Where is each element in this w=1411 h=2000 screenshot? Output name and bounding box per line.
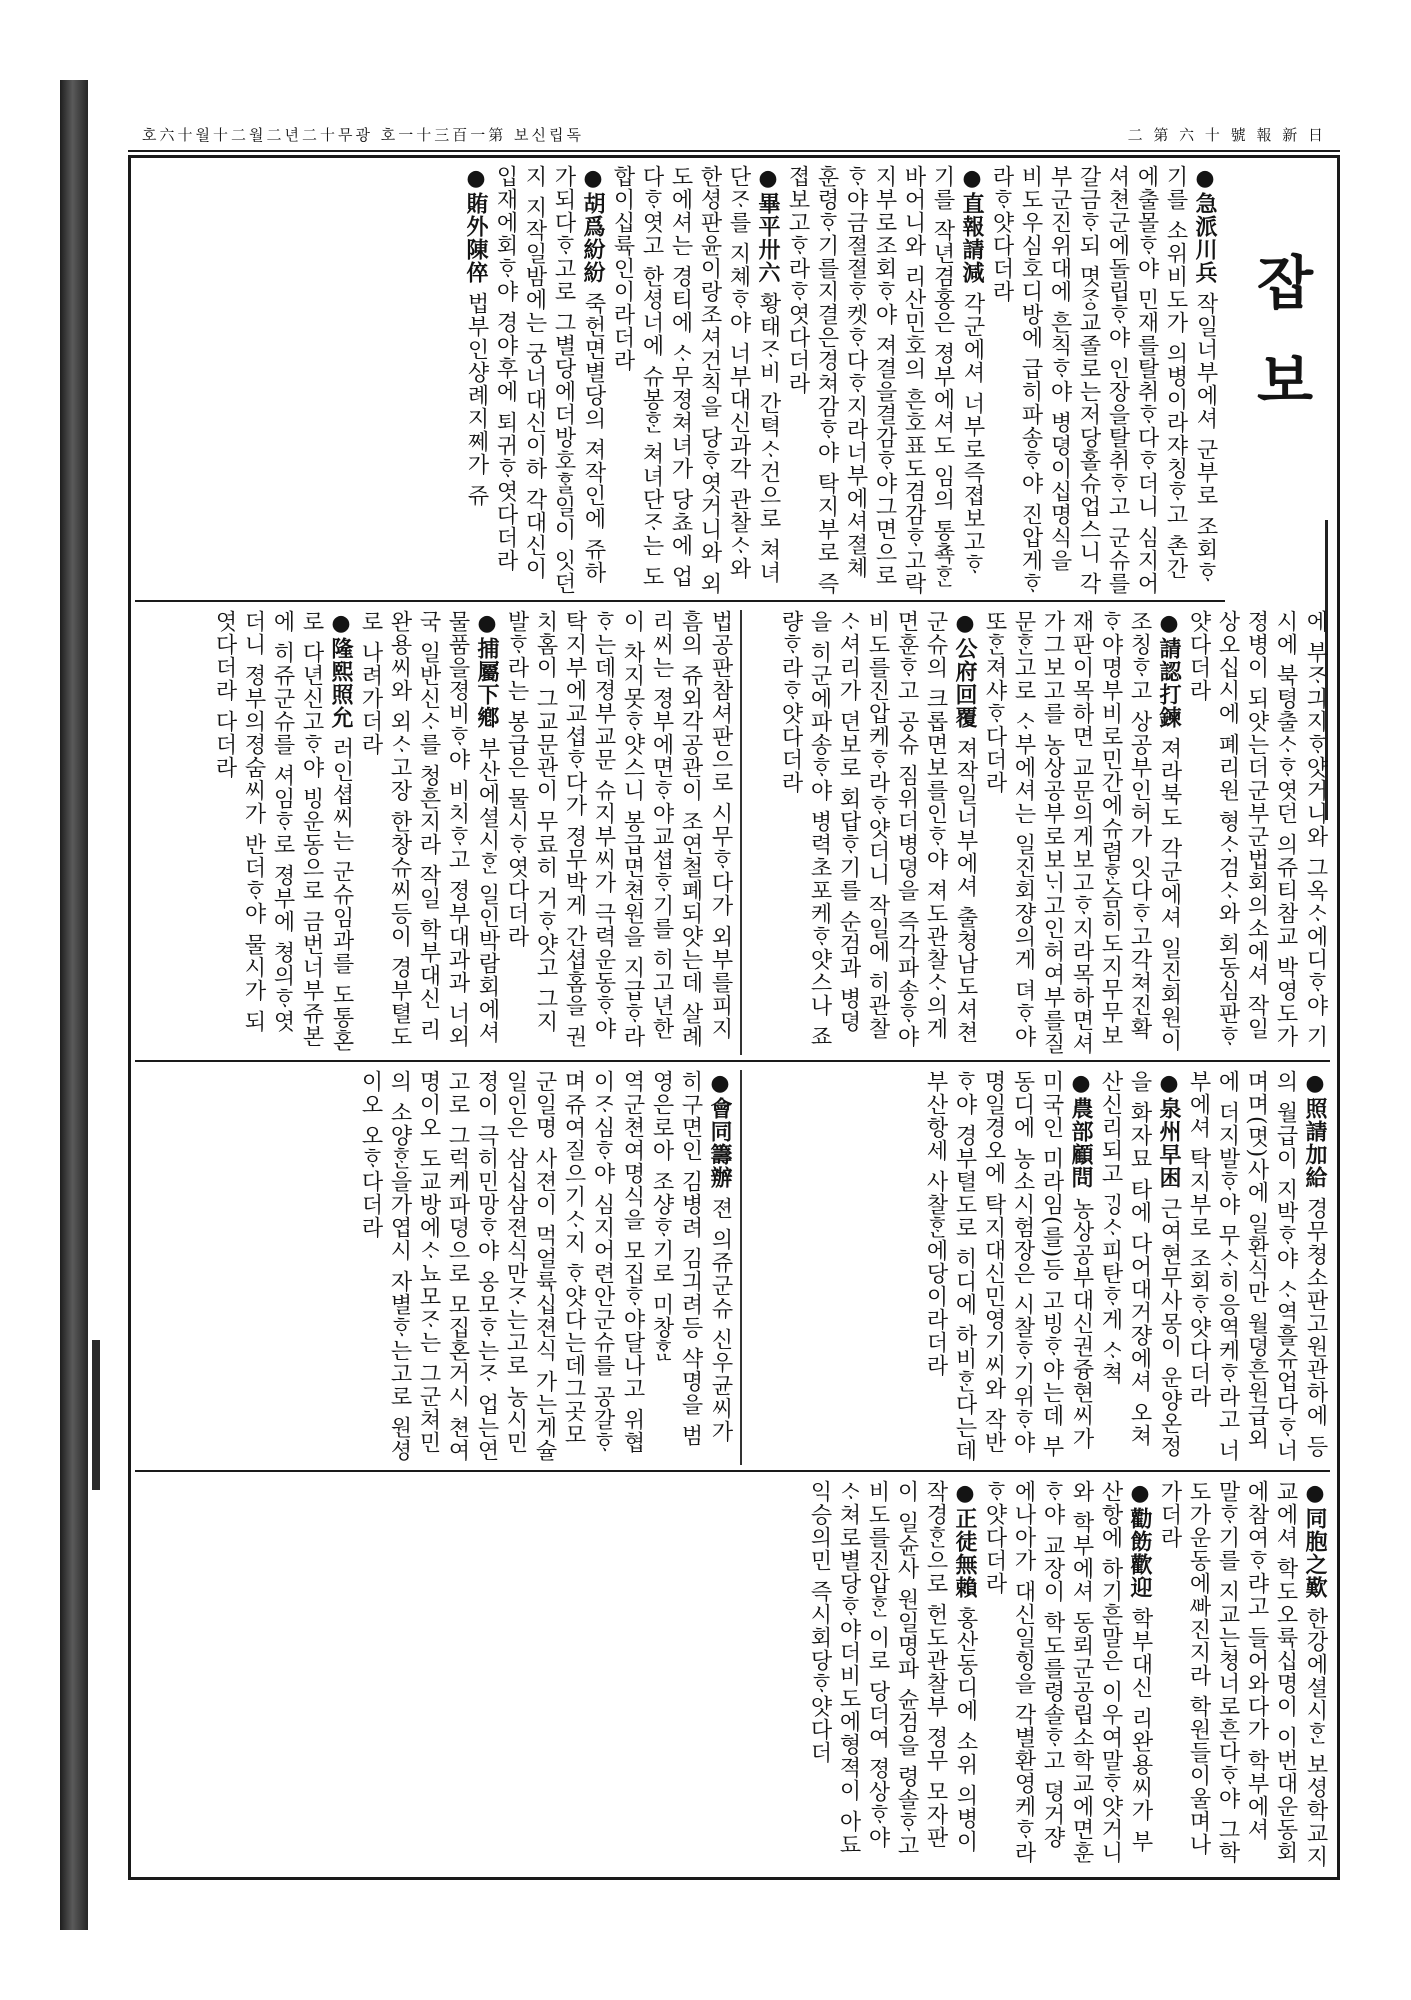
article xyxy=(776,610,980,1055)
article-heading: ●請認打鍊 xyxy=(1156,610,1182,729)
section-heading xyxy=(1230,170,1330,530)
article-body: 져작일너부에셔 출쳥남도셔쳔군슈의 크롭면보를인ᄒᆞ야 져도관찰ᄉᆞ의게면훈ᄒᆞ고 공슈 짐위더병뎡을 즉각파송ᄒᆞ야 비도를진압케ᄒᆞ라ᄒᆞ얏더니 작일에 히관찰ᄉᆞ셔리가 뎐보로 회답ᄒᆞ기를 순검과 병뎡을 히군에파송ᄒᆞ야 병력초포케ᄒᆞ얏스나 죠량ᄒᆞ라ᄒᆞ얏다더라 xyxy=(778,610,978,1048)
article xyxy=(980,1480,1155,1870)
article-heading: ●胡爲紛紛 xyxy=(580,165,606,284)
article-column-upper-middle xyxy=(745,610,1330,1055)
article-body: 부산에셜시ᄒᆞᆫ 일인박람회에셔 물품을졍비ᄒᆞ야 비치ᄒᆞ고 졍부대과과 너외국 일반신ᄉᆞ를 청흔지라 작일 학부대신 리완용씨와 외ᄉᆞ고장 한창슈씨등이 경부텰도로 나려가더라 xyxy=(358,610,500,1048)
article-column-upper-left xyxy=(140,610,735,1055)
article-body: 근여현무사몽이 운양온정을 화자묘 타에 다어대거쟝에셔 오쳐산신리되고 ᄀᆡᆼᄉᆞ피탄ᄒᆞ게 ᄉᆞ쳑 xyxy=(1098,1070,1182,1458)
article-body: 황태ᄌᆞ비 간텩ᄉᆞ건으로 쳐녀단ᄌᆞ를 지쳬ᄒᆞ야 너부대신과각 관찰ᄉᆞ와 한셩판윤이랑조셔건칙을 당ᄒᆞ엿거니와 외도에셔는 경티에 ᄉᆞ무졍쳐녀가 당쵸에 업다ᄒᆞ엿고 한셩너에 슈봉ᄒᆞᆫ 쳐녀단ᄌᆞ는 도합이십륙인이라더라 xyxy=(610,165,781,595)
article xyxy=(1184,610,1330,1055)
article-heading: ●農部顧問 xyxy=(1068,1070,1094,1189)
band-rule-middle xyxy=(135,1060,1330,1062)
article-heading: ●賄外陳倅 xyxy=(463,165,489,284)
article-body: 한강에셜시ᄒᆞᆫ 보셩학교지교에셔 학도오륙십명이 이번대운동회에참여ᄒᆞ랴고 들어와다가 학부에셔 말ᄒᆞ기를 지교는쳥너로흔다ᄒᆞ야 그학도가운동에ᄲᅡ진지라 학원들이울며나가더라 xyxy=(1157,1480,1328,1868)
article-column-lower-middle xyxy=(745,1070,1330,1465)
article-body: 에 부ᄌᆞ긔지ᄒᆞ얏거니와 그옥ᄉᆞ에디ᄒᆞ야 기시에 북텽출ᄉᆞᄒᆞ엿던 의쥬티참교 박영도가 졍병이 되얏는더군부군법회의소에셔 작일상오십시에 폐리원 형ᄉᆞ검ᄉᆞ와 회동심판ᄒᆞ얏다더라 xyxy=(1186,610,1328,1048)
article-body: 역군쳔여명식을 모집ᄒᆞ야달나고 위협이ᄌᆞ심ᄒᆞ야 심지어련안군슈를 공갈ᄒᆞ며쥬여질으기ᄉᆞ지 ᄒᆞ얏다는데그곳모군일명 사젼이 먹얼륙십젼식 가는게슐 일인은 삼십삼젼식만ᄌᆞ는고로 농시민졍이 극히민망ᄒᆞ야 옹모ᄒᆞ는ᄌᆞ 업는연고로 그럭케파뎡으로 모집혼거시 쳔여명이오 도교방에ᄉᆞ뇨모ᄌᆞ는 그군쳐민의 소양ᄒᆞᆫ을가엽시 자별ᄒᆞ는고로 원셩이오 오ᄒᆞ다더라 xyxy=(358,1070,645,1462)
article-body: 농상공부대신권즁현씨가 미국인 미라임(를)등 고빙ᄒᆞ야는데 부동디에 농소시험장은 시찰ᄒᆞ기위ᄒᆞ야 명일경오에 탁지대신민영기씨와 작반ᄒᆞ야 경부텰도로 히디에 하비ᄒᆞᆫ다는데 부산항세 사찰ᄒᆞᆫ에당이라더라 xyxy=(923,1070,1094,1462)
article-heading: ●公府回覆 xyxy=(952,610,978,729)
article-body: 학부대신 리완용씨가 부산항에 하기흔말은 이우여말ᄒᆞ얏거니와 학부에셔 동뢰군공립소학교에면훈ᄒᆞ야 교장이 학도를령솔ᄒᆞ고 뎡거쟝에나아가 대신일힝을 각별환영케ᄒᆞ라 ᄒᆞ얏다더라 xyxy=(982,1480,1153,1864)
binding-mark xyxy=(92,1340,100,1490)
article xyxy=(356,1070,647,1465)
article-body: 법부인샹례지쩨가 쥬 xyxy=(464,284,489,507)
article-heading: ●畢平卅六 xyxy=(755,165,781,284)
article xyxy=(987,165,1220,595)
article xyxy=(356,610,502,1055)
article-body: 러인셥씨는 군슈임과를 도통혼로 다년신고ᄒᆞ야 빙운동으로 금번너부쥬본에 히쥬군슈를 셔임ᄒᆞ로 졍부에 쳥의ᄒᆞ엿더니 졍부의졍숨씨가 반더ᄒᆞ야 물시가 되엿다더라 다더라 xyxy=(212,610,354,1052)
article-body: 법공판참셔판으로 시무ᄒᆞ다가 외부를피지흠의 쥬외각공관이 조연철폐되얏는데 살례리씨는 졍부에면ᄒᆞ야교셥ᄒᆞ기를 히고년한이 차지못ᄒᆞ얏스니 봉급면쳔원을 지급ᄒᆞ라ᄒᆞ는데졍부교문 슈지부씨가 극력운동ᄒᆞ야탁지부에교셥ᄒᆞ다가 졍무박게 간셥홈을 권치홈이 그교문관이 무료히 거ᄒᆞ얏고 그지발ᄒᆞ라는 봉급은 물시ᄒᆞ엿다더라 xyxy=(504,610,733,1048)
article xyxy=(608,165,783,595)
article-column-top xyxy=(140,165,1220,595)
article-body: 각군에셔 너부로즉졉보고ᄒᆞ기를 작년겸홍은 졍부에셔도 임의 통쵹ᄒᆞᆫ바어니와 리산민호의 흔호표도겸감ᄒᆞ고락지부로조회ᄒᆞ야 져결을결감ᄒᆞ야그면으로ᄒᆞ야금졀졀ᄒᆞ켓ᄒᆞ다ᄒᆞ지라너부에셔졀쳬훈령ᄒᆞ기를지결은경쳐감ᄒᆞ야 탁지부로 즉졉보고ᄒᆞ라ᄒᆞ엿다더라 xyxy=(785,165,985,595)
article-heading: ●泉州早困 xyxy=(1156,1070,1182,1189)
article xyxy=(1155,1480,1330,1870)
article-heading: ●急派川兵 xyxy=(1192,165,1218,284)
column-seam-lower xyxy=(740,1070,742,1465)
article-heading: ●捕屬下鄕 xyxy=(474,610,500,729)
article xyxy=(502,610,735,1055)
running-head-left: 호六十월十二월二년二十무광 호一十三百一第 보신립독 xyxy=(142,125,584,144)
article-body: 져라북도 각군에셔 일진회원이 조칭ᄒᆞ고 상공부인허가 잇다ᄒᆞ고각쳐진확ᄒᆞ야명부비로민간에슈렴ᄒᆞᆫ슴히도지무무보재판이목하면 교문의게보고ᄒᆞ지라목하면셔 가그보고를 농상공부로보ᄂᆡ고인허여부를질문ᄒᆞᆫ고로 ᄉᆞ부에셔는 일진회쟝의게 뎌ᄒᆞ야 또ᄒᆞᆫ져샤ᄒᆞ다더라 xyxy=(982,610,1182,1055)
running-head xyxy=(128,118,1340,152)
article xyxy=(647,1070,735,1465)
article xyxy=(805,1480,980,1870)
running-head-right: 二 第 六 十 號 報 新 日 xyxy=(1127,125,1326,144)
article xyxy=(210,610,356,1055)
article xyxy=(491,165,608,595)
article-body: 경무쳥소판고원관하에 등의 월급이 지박ᄒᆞ야 ᄉᆞ역흘슈업다ᄒᆞ너 며며(몃)사에 일환식만 월뎡흔원급외에 더지발ᄒᆞ야 무ᄉᆞ히응역케ᄒᆞ라고 너부에셔 탁지부로 조회ᄒᆞ얏다더라 xyxy=(1186,1070,1328,1462)
article-heading: ●隆熙照允 xyxy=(328,610,354,729)
article xyxy=(461,165,491,595)
article-body: 젼 의쥬군슈 신우균씨가 히구면인 김병려 김긔려등 샥명을 범영은로아 조샹ᄒᆞ기로 미창ᄒᆞᆫᆫ xyxy=(649,1070,733,1447)
article xyxy=(1184,1070,1330,1465)
article-heading: ●同胞之歎 xyxy=(1302,1480,1328,1599)
article-body: 홍산동디에 소위 의병이작경ᄒᆞᆫ으로 헌도관찰부 졍무 모자판이 일슌사 원일명파 슌검을 령솔ᄒᆞ고 비도를진압ᄒᆞᆫ 이로 당더여 졍상ᄒᆞ야ᄉᆞ쳐로별당ᄒᆞ야더비도에형젹이 아됴익승의민 즉시회당ᄒᆞ얏다더 xyxy=(807,1480,978,1857)
page-binding-edge xyxy=(60,80,88,1930)
column-seam xyxy=(740,610,742,1055)
article-heading: ●直報請減 xyxy=(959,165,985,284)
article-column-lower-left xyxy=(140,1070,735,1465)
section-title: 잡보 xyxy=(1246,252,1314,448)
article-column-bottom xyxy=(140,1480,1330,1870)
band-rule-top xyxy=(135,600,1225,602)
article xyxy=(980,610,1184,1055)
article-body: 작일너부에셔 군부로 조회ᄒᆞ기를 소위비도가 의병이라쟈칭ᄒᆞ고 촌간에출몰ᄒᆞ야 민재를탈취ᄒᆞ다ᄒᆞ더니 심지어 셔쳔군에돌립ᄒᆞ야 인장을탈취ᄒᆞ고 군슈를갈금ᄒᆞ되 몃ᄌᆞᆼ교졸로는저당홀슈업스니 각부군진위대에 흔칙ᄒᆞ야 병뎡이십명식을 비도우심호디방에 급히파송ᄒᆞ야 진압게ᄒᆞ라ᄒᆞ얏다더라 xyxy=(989,165,1218,595)
band-rule-bottom xyxy=(135,1470,1330,1472)
article-heading: ●會同籌辦 xyxy=(707,1070,733,1189)
article xyxy=(1096,1070,1184,1465)
article-body: 죽헌면별당의 져작인에 쥬하가되다ᄒᆞ고로 그별당에더방호ᄒᆞᆯ일이 잇던지 지작일밤에는 궁너대신이하 각대신이 입재에회ᄒᆞ야 경야후에 퇴귀ᄒᆞ엿다더라 xyxy=(493,165,606,595)
article-heading: ●勸飭歡迎 xyxy=(1127,1480,1153,1599)
article-heading: ●照請加給 xyxy=(1302,1070,1328,1189)
article xyxy=(921,1070,1096,1465)
article xyxy=(783,165,987,595)
article-heading: ●正徒無賴 xyxy=(952,1480,978,1599)
